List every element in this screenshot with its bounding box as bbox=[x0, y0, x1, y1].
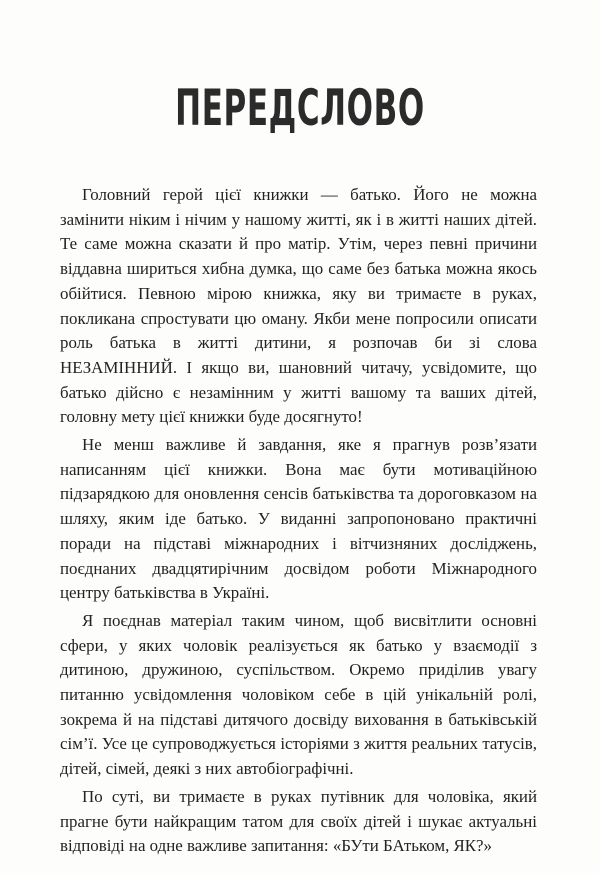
paragraph: Я поєднав матеріал таким чином, щоб висвітлити основні сфери, у яких чоловік реалізується як батько у взаємодії з дитиною, дружиною, суспільством. Окремо приділив увагу питанню усвідомлення чоловіком себе в цій унікальній ролі, зокрема й на підставі дитячого досвіду виховання в батьківській сім’ї. Усе це супроводжується історіями з життя реальних татусів, дітей, сімей, деякі з них автобіографічні. bbox=[60, 610, 537, 779]
paragraph: Не менш важливе й завдання, яке я прагнув розв’язати написанням цієї книжки. Вона має бути мотиваційною підзарядкою для оновлення сенсів батьківства та дороговказом на шляху, яким іде батько. У виданні запропоновано практичні поради на підставі міжнародних і вітчизняних досліджень, поєднаних двадцятирічним досвідом роботи Міжнародного центру батьківства в Україні. bbox=[60, 435, 537, 603]
paragraph: По суті, ви тримаєте в руках путівник для чоловіка, який прагне бути найкращим татом для своїх дітей і шукає актуальні відповіді на одне важливе запитання: «БУти БАтьком, ЯК?» bbox=[60, 786, 537, 856]
page-title: ПЕРЕДСЛОВО bbox=[175, 79, 425, 137]
paragraph: Головний герой цієї книжки — батько. Його не можна замінити ніким і нічим у нашому житті, як і в житті наших дітей. Те саме можна сказати й про матір. Утім, через певні причини віддавна шириться хибна думка, що саме без батька можна якось обійтися. Певною мірою книжка, яку ви тримаєте в руках, покликана спростувати цю оману. Якби мене попросили описати роль батька в житті дитини, я розпочав би зі слова НЕЗАМІННИЙ. І якщо ви, шановний читачу, усвідомите, що батько дійсно є незамінним у житті вашому та ваших дітей, головну мету цієї книжки буде досягнуто! bbox=[60, 185, 537, 427]
body-text bbox=[60, 183, 537, 862]
